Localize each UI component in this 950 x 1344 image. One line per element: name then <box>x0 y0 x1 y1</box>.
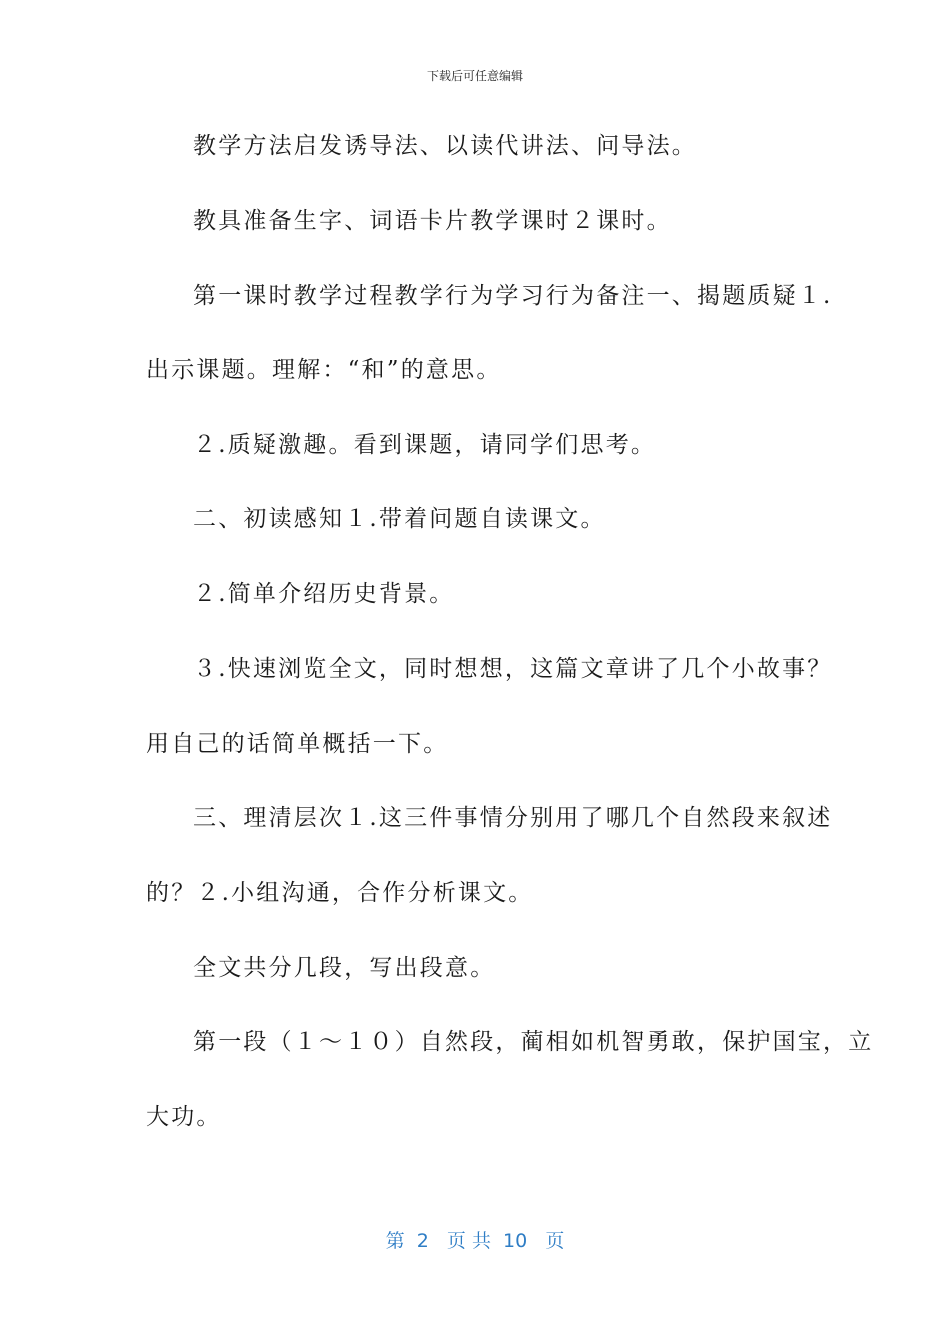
paragraph-line: 第一课时教学过程教学行为学习行为备注一、揭题质疑１. <box>193 283 833 309</box>
page-header-note: 下载后可任意编辑 <box>426 69 523 83</box>
paragraph-line: 大功。 <box>146 1104 222 1130</box>
paragraph-line: 教具准备生字、词语卡片教学课时２课时。 <box>193 208 672 234</box>
paragraph-line: 三、理清层次１.这三件事情分别用了哪几个自然段来叙述 <box>193 805 833 831</box>
paragraph-line: 用自己的话简单概括一下。 <box>146 731 449 757</box>
paragraph-line: 教学方法启发诱导法、以读代讲法、问导法。 <box>193 133 697 159</box>
paragraph-line: 出示课题。理解：“和”的意思。 <box>146 357 502 383</box>
paragraph-line: 第一段（１～１０）自然段，蔺相如机智勇敢，保护国宝，立 <box>193 1029 874 1055</box>
paragraph-line: 的？２.小组沟通，合作分析课文。 <box>146 880 534 906</box>
paragraph-line: 二、初读感知１.带着问题自读课文。 <box>193 506 606 532</box>
paragraph-line: 全文共分几段，写出段意。 <box>193 955 496 981</box>
paragraph-line: ３.快速浏览全文，同时想想，这篇文章讲了几个小故事？ <box>193 656 833 682</box>
page-number-footer: 第 2 页 共 10 页 <box>385 1230 565 1252</box>
paragraph-line: ２.简单介绍历史背景。 <box>193 581 455 607</box>
paragraph-line: ２.质疑激趣。看到课题，请同学们思考。 <box>193 432 657 458</box>
